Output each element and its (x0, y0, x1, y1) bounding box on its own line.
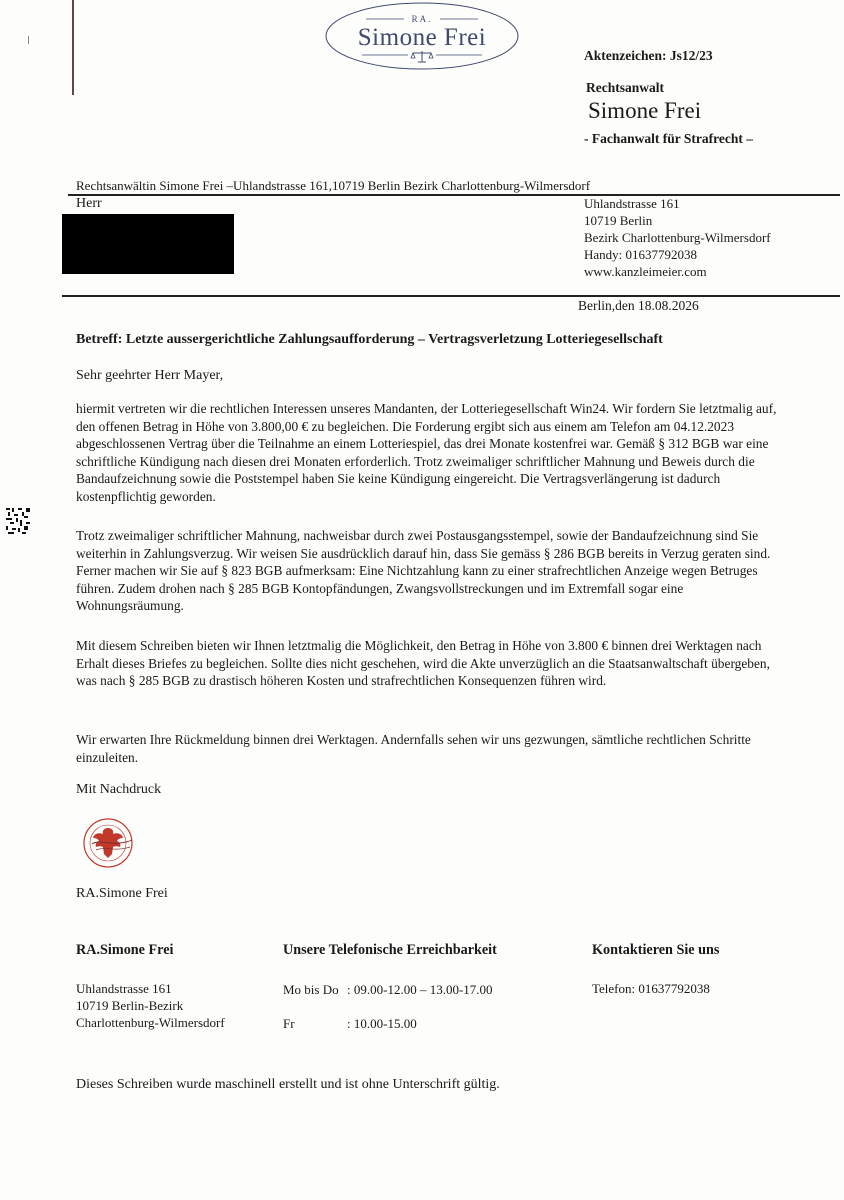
address-line: 10719 Berlin (584, 213, 653, 228)
address-line: Handy: 01637792038 (584, 247, 698, 262)
punch-mark (28, 36, 29, 44)
logo-name: Simone Frei (357, 24, 487, 51)
lawyer-title: Rechtsanwalt (586, 80, 664, 95)
footer-hours-heading: Unsere Telefonische Erreichbarkeit (283, 942, 497, 958)
footer-address-line: 10719 Berlin-Bezirk (76, 998, 184, 1013)
case-reference: Aktenzeichen: Js12/23 (584, 48, 713, 63)
subject-line: Betreff: Letzte aussergerichtliche Zahlungsaufforderung – Vertragsverletzung Lotteriegesellschaft (76, 332, 663, 347)
website-link: www.kanzleimeier.com (584, 264, 707, 279)
address-line: Uhlandstrasse 161 (584, 196, 680, 211)
footer-address (76, 980, 225, 1031)
date-line: Berlin,den 18.08.2026 (578, 298, 699, 313)
footer-phone: Telefon: 01637792038 (592, 981, 710, 996)
qr-code-icon (6, 508, 30, 534)
eagle-seal-icon (74, 814, 146, 872)
hours-time: : 10.00-15.00 (347, 1016, 417, 1031)
footer-hours (283, 981, 493, 1032)
hours-row (283, 981, 493, 998)
salutation: Sehr geehrter Herr Mayer, (76, 368, 224, 383)
footer-address-line: Uhlandstrasse 161 (76, 981, 172, 996)
scales-of-justice-icon (410, 50, 434, 64)
fold-line (72, 0, 74, 95)
footer-address-line: Charlottenburg-Wilmersdorf (76, 1015, 225, 1030)
letterhead-logo (322, 2, 522, 74)
hours-day: Fr (283, 1016, 295, 1031)
redacted-recipient-address (62, 214, 234, 274)
hours-day: Mo bis Do (283, 982, 339, 997)
sender-return-line: Rechtsanwältin Simone Frei –Uhlandstrasse 161,10719 Berlin Bezirk Charlottenburg-Wilmersdorf (76, 178, 591, 193)
disclaimer: Dieses Schreiben wurde maschinell erstellt und ist ohne Unterschrift gültig. (76, 1077, 500, 1092)
address-block (584, 195, 771, 280)
recipient-salutation: Herr (76, 196, 102, 211)
lawyer-specialty: - Fachanwalt für Strafrecht – (584, 131, 753, 146)
logo-prefix: RA. (411, 14, 433, 24)
footer-firm-heading: RA.Simone Frei (76, 942, 174, 958)
signature-name: RA.Simone Frei (76, 886, 168, 901)
footer-contact-heading: Kontaktieren Sie uns (592, 942, 720, 958)
hours-time: : 09.00-12.00 – 13.00-17.00 (347, 982, 493, 997)
body-paragraph: hiermit vertreten wir die rechtlichen Interessen unseres Mandanten, der Lotteriegesellschaft Win24. Wir fordern Sie letztmalig auf, den offenen Betrag in Höhe von 3.800,00 € zu begleichen. Die Forderung ergibt sich aus einem am Telefon am 04.12.2023 abgeschlossenen Vertrag über die Teilnahme an einem Lotteriespiel, das drei Monate kostenfrei war. Gemäß § 312 BGB war eine schriftliche Kündigung nach diesen drei Monaten erforderlich. Trotz zweimaliger schriftlicher Mahnung und Beweis durch die Bandaufzeichnung sowie die Poststempel haben Sie keine Kündigung eingereicht. Die Vertragsverlängerung ist dadurch kostenpflichtig geworden. (76, 401, 777, 504)
hours-row (283, 1015, 493, 1032)
body-paragraph: Mit diesem Schreiben bieten wir Ihnen letztmalig die Möglichkeit, den Betrag in Höhe von 3.800 € binnen drei Werktagen nach Erhalt dieses Briefes zu begleichen. Sollte dies nicht geschehen, wird die Akte unverzüglich an die Staatsanwaltschaft übergeben, was nach § 285 BGB zu drastisch höheren Kosten und strafrechtlichen Konsequenzen führen wird. (76, 638, 770, 689)
lawyer-name: Simone Frei (588, 98, 702, 123)
divider (62, 295, 840, 297)
closing: Mit Nachdruck (76, 782, 162, 797)
body-paragraph: Trotz zweimaliger schriftlicher Mahnung, nachweisbar durch zwei Postausgangsstempel, sowie der Bandaufzeichnung sind Sie weiterhin in Zahlungsverzug. Wir weisen Sie ausdrücklich darauf hin, dass Sie gemäss § 286 BGB bereits in Verzug geraten sind. Ferner machen wir Sie auf § 823 BGB aufmerksam: Eine Nichtzahlung kann zu einer strafrechtlichen Anzeige wegen Betruges führen. Zudem drohen nach § 285 BGB Kontopfändungen, Zwangsvollstreckungen und im Extremfall sogar eine Wohnungsräumung. (76, 528, 771, 614)
address-line: Bezirk Charlottenburg-Wilmersdorf (584, 230, 771, 245)
body-paragraph: Wir erwarten Ihre Rückmeldung binnen drei Werktagen. Andernfalls sehen wir uns gezwungen, sämtliche rechtlichen Schritte einzuleiten. (76, 732, 751, 765)
